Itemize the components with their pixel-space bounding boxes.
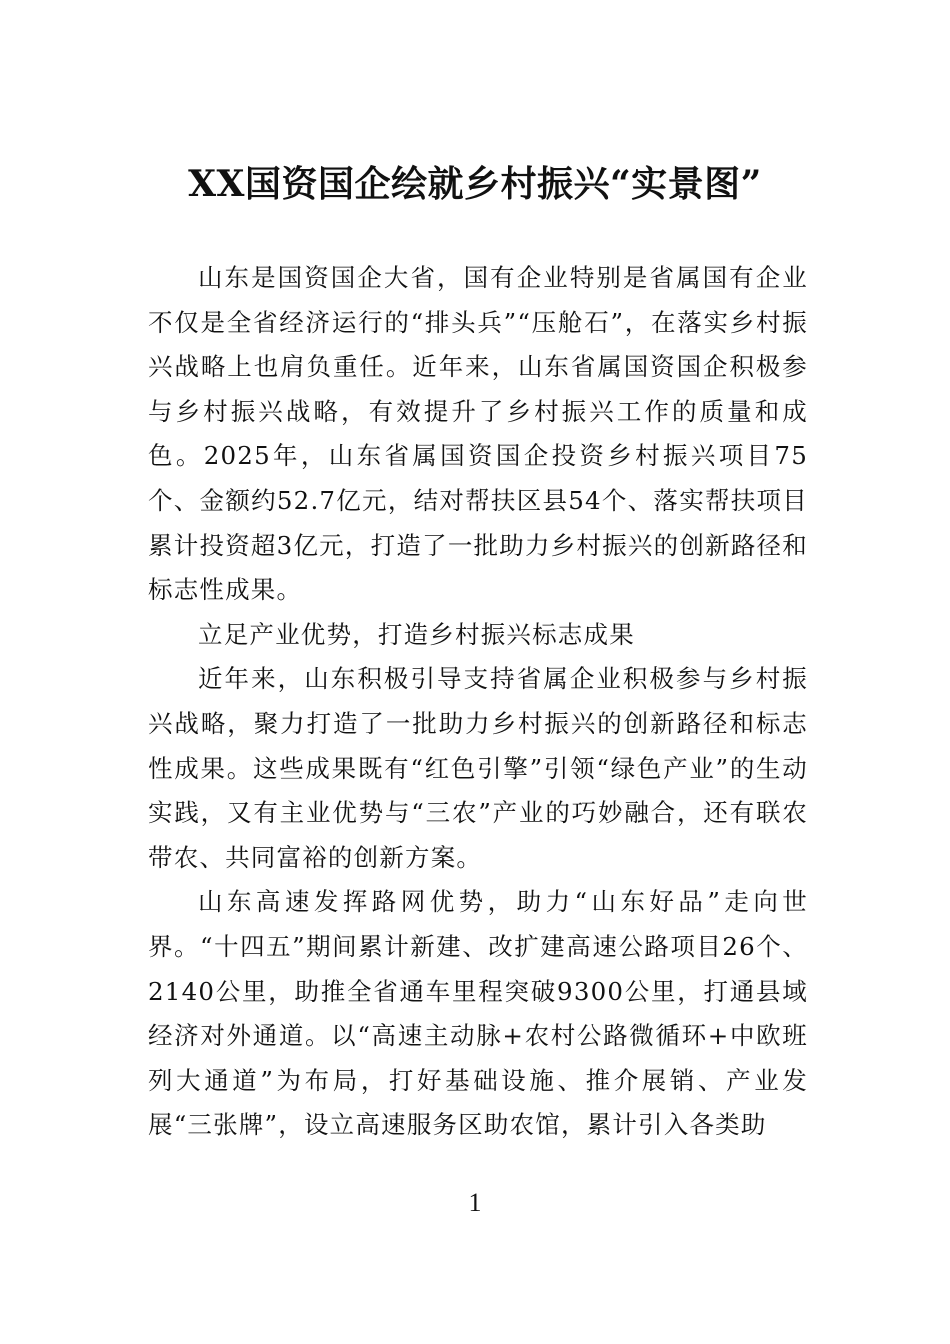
- section-heading: 立足产业优势，打造乡村振兴标志成果: [198, 619, 635, 649]
- document-title: XX国资国企绘就乡村振兴“实景图”: [188, 163, 762, 205]
- paragraph-section-intro: 近年来，山东积极引导支持省属企业积极参与乡村振兴战略，聚力打造了一批助力乡村振兴的创新路径和标志性成果。这些成果既有“红色引擎”引领“绿色产业”的生动实践，又有主业优势与“三农”产业的巧妙融合，还有联农带农、共同富裕的创新方案。: [148, 664, 808, 872]
- paragraph-shandong-expressway: 山东高速发挥路网优势，助力“山东好品”走向世界。“十四五”期间累计新建、改扩建高速公路项目26个、2140公里，助推全省通车里程突破9300公里，打通县域经济对外通道。以“高速主动脉+农村公路微循环+中欧班列大通道”为布局，打好基础设施、推介展销、产业发展“三张牌”，设立高速服务区助农馆，累计引入各类助: [148, 887, 808, 1140]
- page-number: 1: [468, 1188, 482, 1217]
- document-body: [148, 256, 808, 1148]
- paragraph-intro: 山东是国资国企大省，国有企业特别是省属国有企业不仅是全省经济运行的“排头兵”“压舱石”，在落实乡村振兴战略上也肩负重任。近年来，山东省属国资国企积极参与乡村振兴战略，有效提升了乡村振兴工作的质量和成色。2025年，山东省属国资国企投资乡村振兴项目75个、金额约52.7亿元，结对帮扶区县54个、落实帮扶项目累计投资超3亿元，打造了一批助力乡村振兴的创新路径和标志性成果。: [148, 263, 808, 605]
